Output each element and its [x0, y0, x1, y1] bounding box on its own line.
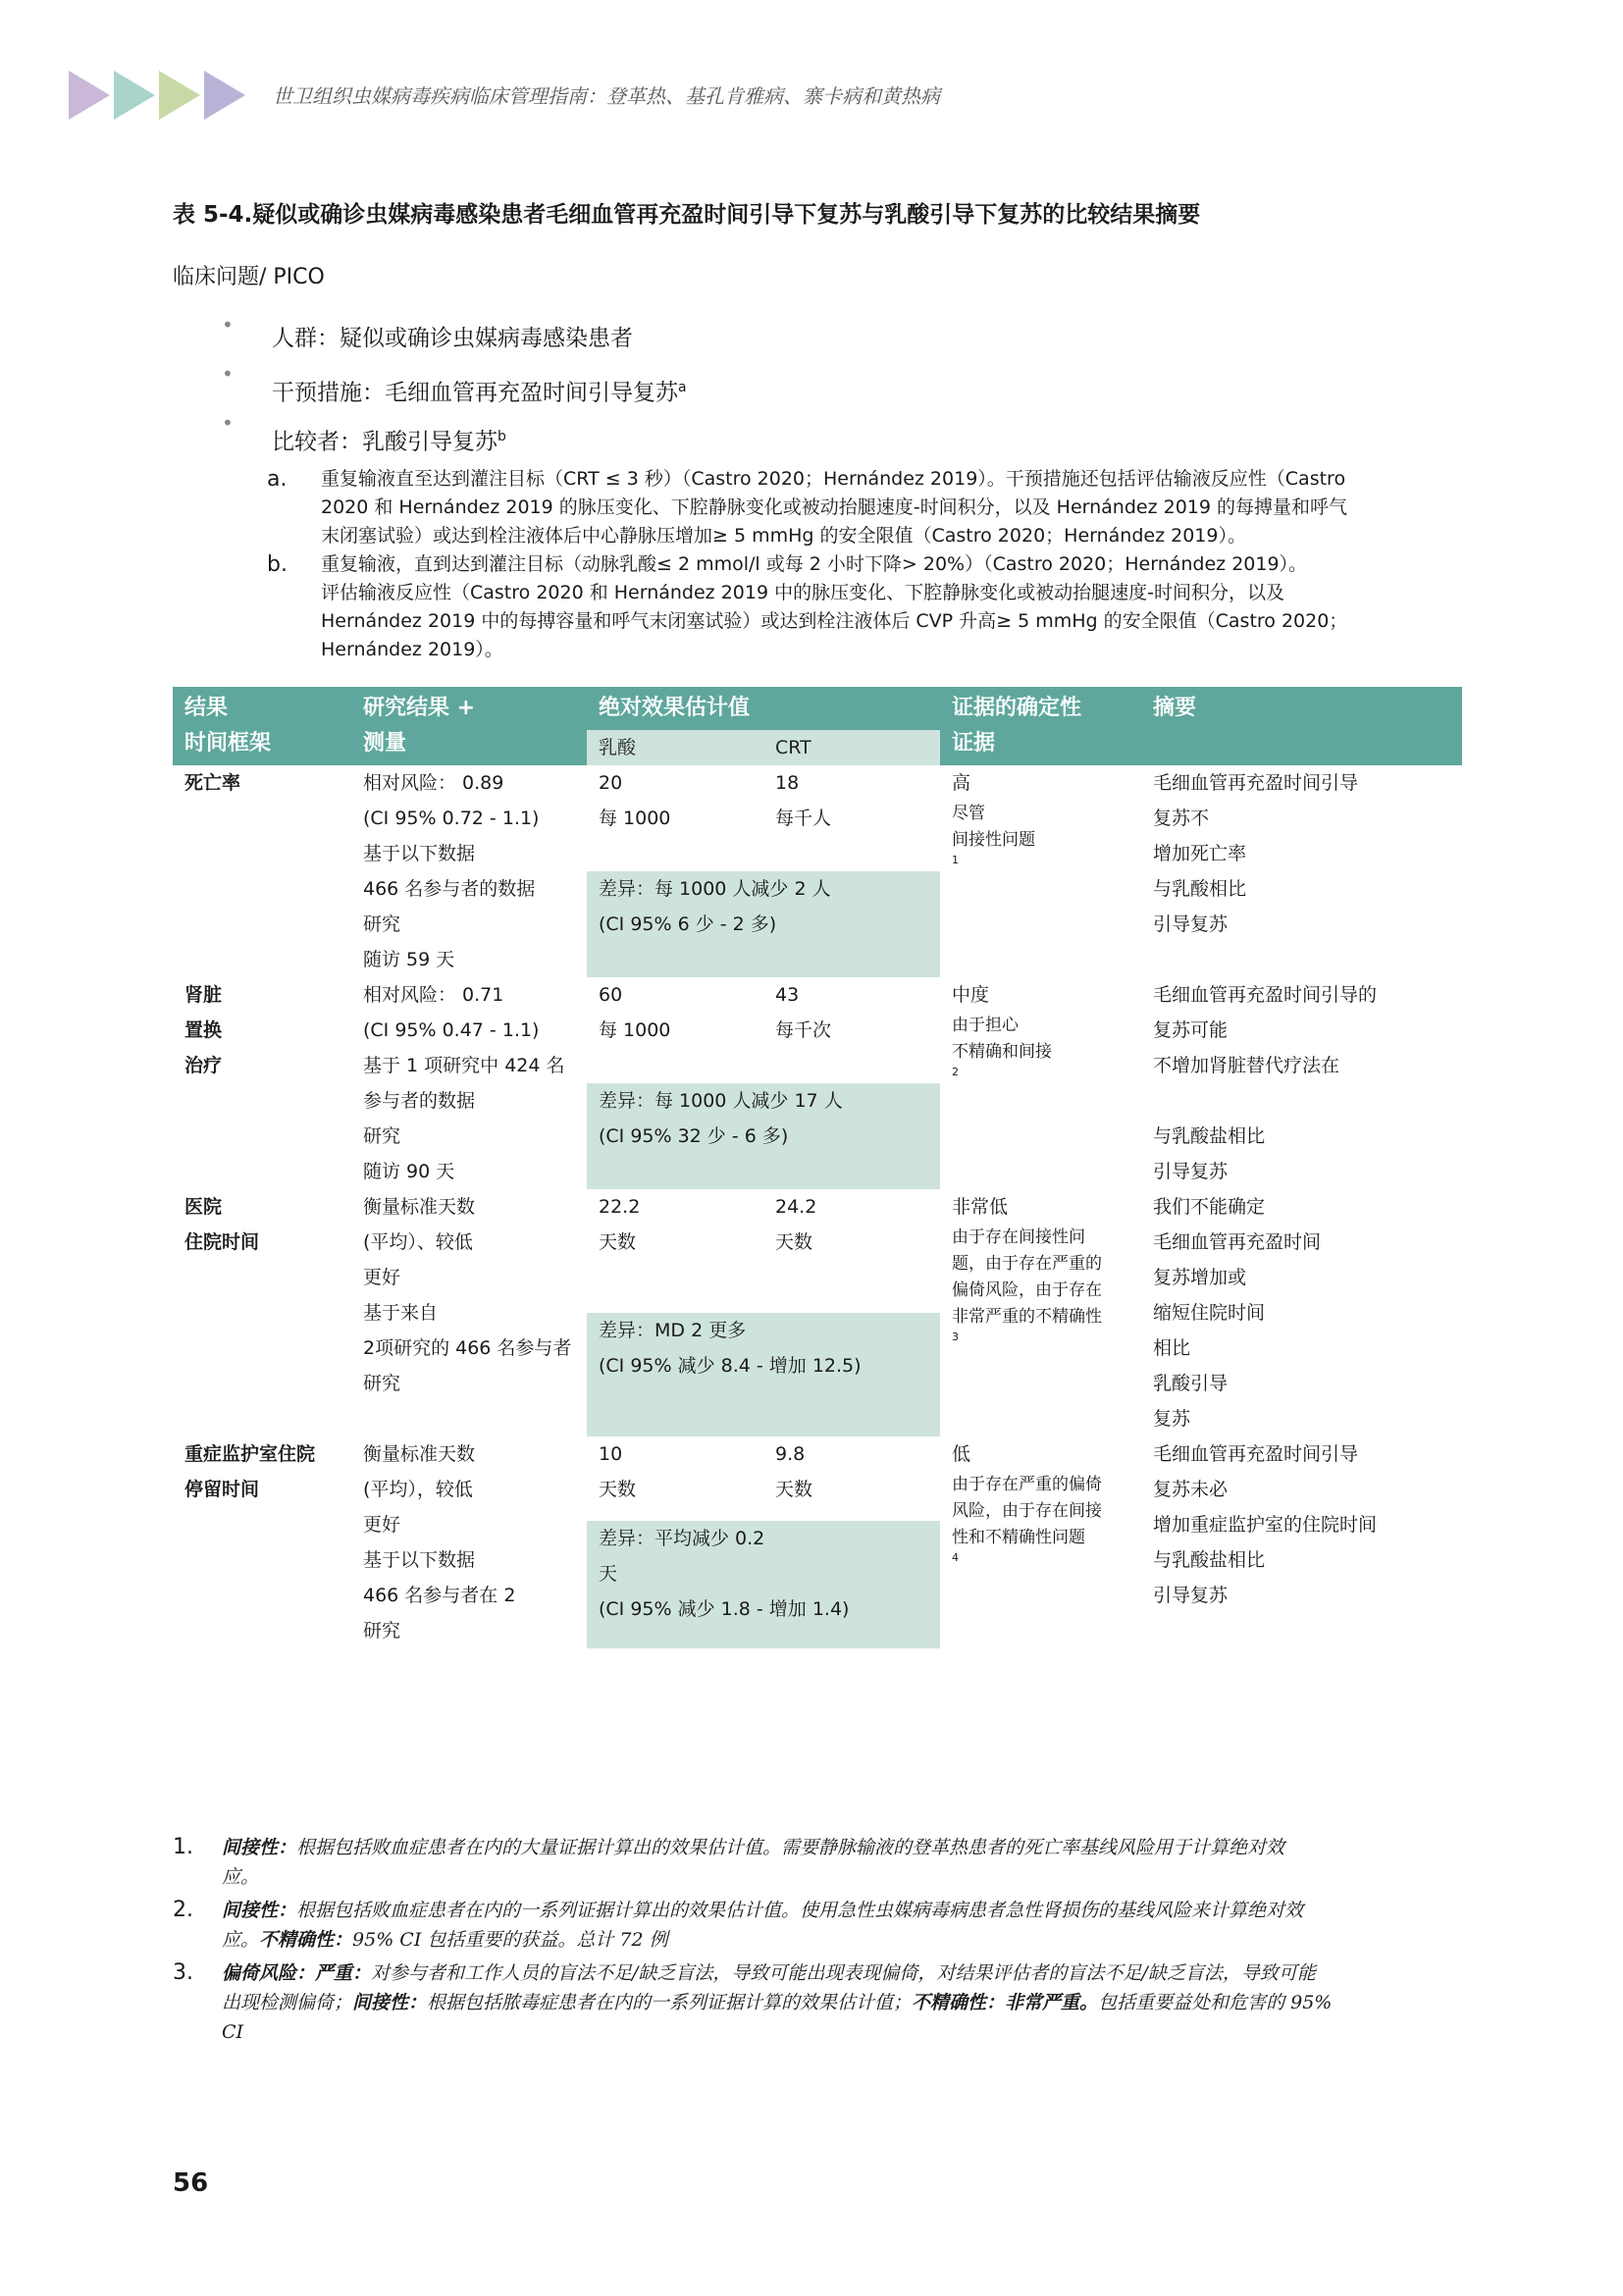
summary-table	[173, 687, 1462, 1648]
results-cell: 相对风险： 0.71 (CI 95% 0.47 - 1.1) 基于 1 项研究中 424 名 参与者的数据 研究 随访 90 天	[363, 984, 565, 1182]
pico-list	[218, 314, 1493, 461]
outcome-cell: 死亡率	[184, 772, 241, 794]
difference-cell: 差异：平均减少 0.2 天 (CI 95% 减少 1.8 - 增加 1.4)	[587, 1521, 940, 1648]
crt-cell: 9.8 天数	[775, 1443, 813, 1500]
note-a: a. 重复输液直至达到灌注目标（CRT ≤ 3 秒）（Castro 2020；Hernández 2019）。干预措施还包括评估输液反应性（Castro 2020 和 Hernández 2019 的脉压变化、下腔静脉变化或被动抬腿速度-时间积分，以及 Hernández 2019 的每搏量和呼气 末闭塞试验）或达到栓注液体后中心静脉压增加≥ 5 mmHg 的安全限值（Castro 2020；Hernández 2019）。	[267, 467, 1348, 547]
certainty-cell: 非常低 由于存在间接性问 题，由于存在严重的 偏倚风险，由于存在 非常严重的不精确性 $^3$	[952, 1196, 1103, 1343]
table-row	[173, 1436, 1462, 1521]
table-title: 表 5-4.疑似或确诊虫媒病毒感染患者毛细血管再充盈时间引导下复苏与乳酸引导下复苏的比较结果摘要	[173, 202, 1201, 228]
difference-cell: 差异：MD 2 更多 (CI 95% 减少 8.4 - 增加 12.5)	[587, 1313, 940, 1436]
certainty-cell: 高 尽管 间接性问题 $^1$	[952, 772, 1036, 866]
summary-cell: 毛细血管再充盈时间引导 复苏不 增加死亡率 与乳酸相比 引导复苏	[1153, 772, 1359, 935]
header-lactate: 乳酸	[587, 730, 763, 765]
header-arrows-decoration	[69, 71, 255, 120]
footnote-1: 1. 间接性：根据包括败血症患者在内的大量证据计算出的效果估计值。需要静脉输液的登革热患者的死亡率基线风险用于计算绝对效 应。	[173, 1835, 1285, 1888]
page-number: 56	[173, 2168, 209, 2198]
bullet-dot-icon: •	[222, 362, 234, 386]
summary-cell: 毛细血管再充盈时间引导的 复苏可能 不增加肾脏替代疗法在 与乳酸盐相比 引导复苏	[1153, 984, 1378, 1182]
footnotes	[173, 1833, 1468, 2051]
results-cell: 相对风险： 0.89 (CI 95% 0.72 - 1.1) 基于以下数据 466 名参与者的数据 研究 随访 59 天	[363, 772, 540, 970]
footnote-3: 3. 偏倚风险：严重：对参与者和工作人员的盲法不足/缺乏盲法，导致可能出现表现偏倚，对结果评估者的盲法不足/缺乏盲法，导致可能 出现检测偏倚；间接性：根据包括脓毒症患者在内的一系列证据计算的效果估计值；不精确性：非常严重。包括重要益处和危害的 95% CI	[173, 1960, 1333, 2043]
header-crt: CRT	[763, 730, 940, 765]
footnote-2: 2. 间接性：根据包括败血症患者在内的一系列证据计算出的效果估计值。使用急性虫媒病毒病患者急性肾损伤的基线风险来计算绝对效 应。不精确性：95% CI 包括重要的获益。总计 72 例	[173, 1898, 1304, 1951]
certainty-cell: 低 由于存在严重的偏倚 风险，由于存在间接 性和不精确性问题 $^4$	[952, 1443, 1103, 1564]
header-outcome: 结果 时间框架	[173, 687, 351, 765]
crt-cell: 24.2 天数	[775, 1196, 817, 1253]
results-cell: 衡量标准天数 (平均）、较低 更好 基于来自 2项研究的 466 名参与者 研究	[363, 1196, 572, 1394]
table-row	[173, 1189, 1462, 1313]
lactate-cell: 22.2 天数	[599, 1196, 641, 1253]
header-arrow-3	[159, 71, 200, 120]
header-summary: 摘要	[1141, 687, 1462, 765]
lactate-cell: 10 天数	[599, 1443, 637, 1500]
difference-cell: 差异：每 1000 人减少 2 人 (CI 95% 6 少 - 2 多)	[587, 871, 940, 977]
pico-population: • 人群：疑似或确诊虫媒病毒感染患者	[218, 314, 1493, 363]
difference-cell: 差异：每 1000 人减少 17 人 (CI 95% 32 少 - 6 多)	[587, 1083, 940, 1189]
pico-comparison: • 比较者：乳酸引导复苏$^b$	[218, 412, 1493, 461]
note-b: b. 重复输液，直到达到灌注目标（动脉乳酸≤ 2 mmol/l 或每 2 小时下降> 20%）（Castro 2020；Hernández 2019）。 评估输液反应性（Castro 2020 和 Hernández 2019 中的脉压变化、下腔静脉变化或被动抬腿速度-时间积分，以及 Hernández 2019 中的每搏容量和呼气末闭塞试验）或达到栓注液体后 CVP 升高≥ 5 mmHg 的安全限值（Castro 2020； Hernández 2019）。	[267, 552, 1348, 660]
table-body	[173, 765, 1462, 1648]
pico-label: 临床问题/ PICO	[173, 265, 325, 289]
summary-cell: 毛细血管再充盈时间引导 复苏未必 增加重症监护室的住院时间 与乳酸盐相比 引导复苏	[1153, 1443, 1378, 1606]
header-certainty: 证据的确定性 证据	[940, 687, 1141, 765]
outcome-cell: 肾脏 置换 治疗	[184, 984, 223, 1076]
lactate-cell: 60 每 1000	[599, 984, 671, 1041]
table-row	[173, 977, 1462, 1083]
crt-cell: 43 每千次	[775, 984, 832, 1041]
pico-intervention: • 干预措施：毛细血管再充盈时间引导复苏$^a$	[218, 363, 1493, 412]
certainty-cell: 中度 由于担心 不精确和间接 $^2$	[952, 984, 1053, 1078]
crt-cell: 18 每千人	[775, 772, 832, 829]
bullet-dot-icon: •	[222, 313, 234, 337]
outcome-cell: 重症监护室住院 停留时间	[184, 1443, 316, 1500]
header-arrow-4	[204, 71, 245, 120]
header-arrow-1	[69, 71, 110, 120]
outcome-cell: 医院 住院时间	[184, 1196, 260, 1253]
bullet-dot-icon: •	[222, 411, 234, 435]
results-cell: 衡量标准天数 (平均），较低 更好 基于以下数据 466 名参与者在 2 研究	[363, 1443, 516, 1642]
header-results: 研究结果 + 测量	[351, 687, 587, 765]
summary-cell: 我们不能确定 毛细血管再充盈时间 复苏增加或 缩短住院时间 相比 乳酸引导 复苏	[1153, 1196, 1322, 1430]
header-arrow-2	[114, 71, 155, 120]
header-absolute-effect: 绝对效果估计值	[587, 687, 940, 730]
pico-notes	[267, 465, 1474, 664]
lactate-cell: 20 每 1000	[599, 772, 671, 829]
table-row	[173, 765, 1462, 871]
running-header: 世卫组织虫媒病毒疾病临床管理指南：登革热、基孔肯雅病、寨卡病和黄热病	[273, 84, 940, 108]
